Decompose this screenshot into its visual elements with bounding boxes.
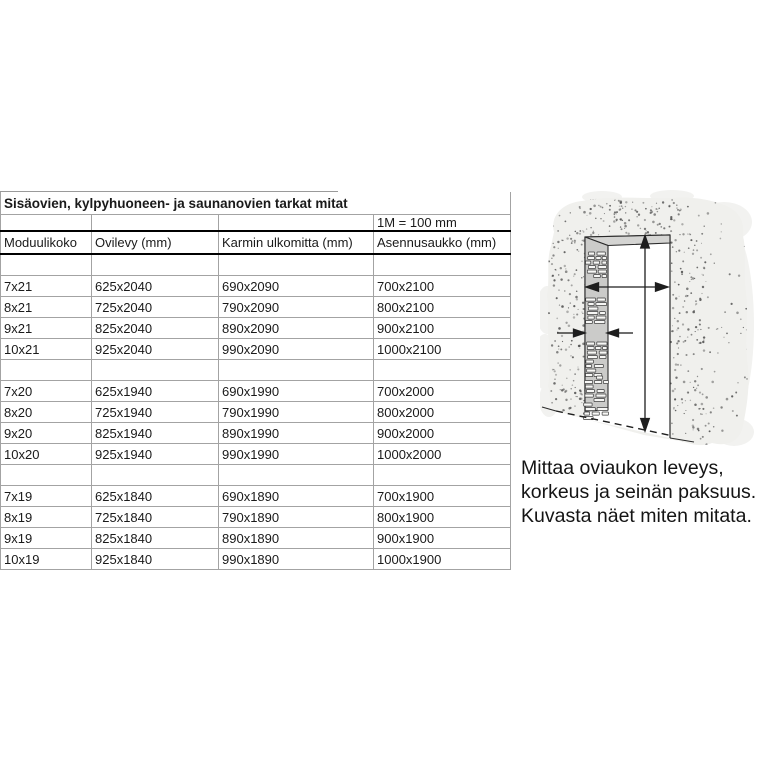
table-cell [1, 465, 92, 486]
table-cell: 9x19 [1, 528, 92, 549]
table-cell: 9x20 [1, 423, 92, 444]
table-cell: 9x21 [1, 318, 92, 339]
table-row [1, 528, 511, 549]
table-cell: 8x19 [1, 507, 92, 528]
table-cell: 890x2090 [219, 318, 374, 339]
spacer-row [1, 254, 511, 276]
table-cell: 800x2100 [374, 297, 511, 318]
table-row [1, 486, 511, 507]
table-row [1, 549, 511, 570]
table-cell: 825x1940 [92, 423, 219, 444]
column-header: Asennusaukko (mm) [374, 231, 511, 254]
table-cell: 7x20 [1, 381, 92, 402]
caption-line: Kuvasta näet miten mitata. [521, 505, 752, 527]
table-row [1, 444, 511, 465]
table-row [1, 339, 511, 360]
table-cell: 625x2040 [92, 276, 219, 297]
table-cell: 690x2090 [219, 276, 374, 297]
table-row [1, 402, 511, 423]
table-cell: 900x2000 [374, 423, 511, 444]
table-cell: 1000x2000 [374, 444, 511, 465]
table-cell [92, 215, 219, 232]
table-cell: 10x20 [1, 444, 92, 465]
column-header: Moduulikoko [1, 231, 92, 254]
table-cell: 690x1890 [219, 486, 374, 507]
table-cell: 925x1840 [92, 549, 219, 570]
table-cell: 890x1890 [219, 528, 374, 549]
table-cell [1, 254, 92, 276]
spacer-row [1, 465, 511, 486]
table-cell [92, 254, 219, 276]
table-cell [374, 254, 511, 276]
table-cell [92, 465, 219, 486]
table-cell: 700x1900 [374, 486, 511, 507]
table-cell: 725x2040 [92, 297, 219, 318]
note-row [1, 215, 511, 232]
table-cell: 1000x2100 [374, 339, 511, 360]
column-header: Karmin ulkomitta (mm) [219, 231, 374, 254]
table-cell [219, 254, 374, 276]
spacer-row [1, 360, 511, 381]
table-cell [219, 360, 374, 381]
table-body [1, 254, 511, 570]
table-cell: 10x19 [1, 549, 92, 570]
table-cell: 900x1900 [374, 528, 511, 549]
table-cell: 690x1990 [219, 381, 374, 402]
table-cell [1, 360, 92, 381]
table-cell: 990x1890 [219, 549, 374, 570]
table-cell: 900x2100 [374, 318, 511, 339]
table-cell: 10x21 [1, 339, 92, 360]
caption [521, 456, 759, 528]
table-cell: 725x1940 [92, 402, 219, 423]
table-row [1, 318, 511, 339]
table-cell: 925x1940 [92, 444, 219, 465]
door-dimensions-table [0, 192, 511, 570]
table-title-row [1, 192, 511, 215]
table-cell: 990x2090 [219, 339, 374, 360]
table-cell: 625x1840 [92, 486, 219, 507]
table-cell: 8x21 [1, 297, 92, 318]
table-cell: 7x21 [1, 276, 92, 297]
table-cell: 990x1990 [219, 444, 374, 465]
table-row [1, 381, 511, 402]
table-cell: 8x20 [1, 402, 92, 423]
table-cell: 700x2100 [374, 276, 511, 297]
table-cell: 7x19 [1, 486, 92, 507]
column-header: Ovilevy (mm) [92, 231, 219, 254]
table-cell: 800x2000 [374, 402, 511, 423]
table-cell: 890x1990 [219, 423, 374, 444]
table-cell [1, 215, 92, 232]
table-cell: 825x1840 [92, 528, 219, 549]
table-cell: 700x2000 [374, 381, 511, 402]
table-cell: 790x2090 [219, 297, 374, 318]
table-header-row [1, 231, 511, 254]
module-scale-note: 1M = 100 mm [374, 215, 511, 232]
table-cell: 1000x1900 [374, 549, 511, 570]
caption-line: Mittaa oviaukon leveys, [521, 457, 724, 479]
table-cell: 925x2040 [92, 339, 219, 360]
table-cell [219, 215, 374, 232]
table-cell [219, 465, 374, 486]
table-cell: 800x1900 [374, 507, 511, 528]
table-title: Sisäovien, kylpyhuoneen- ja saunanovien tarkat mitat [1, 192, 511, 215]
table-row [1, 507, 511, 528]
table-row [1, 297, 511, 318]
table-cell [92, 360, 219, 381]
table-row [1, 276, 511, 297]
table-cell [374, 360, 511, 381]
table-cell: 725x1840 [92, 507, 219, 528]
table-row [1, 423, 511, 444]
table-cell: 790x1990 [219, 402, 374, 423]
doorway-measurement-sketch [540, 190, 759, 460]
table-cell: 790x1890 [219, 507, 374, 528]
table-cell: 625x1940 [92, 381, 219, 402]
table-cell [374, 465, 511, 486]
caption-line: korkeus ja seinän paksuus. [521, 481, 757, 503]
table-cell: 825x2040 [92, 318, 219, 339]
